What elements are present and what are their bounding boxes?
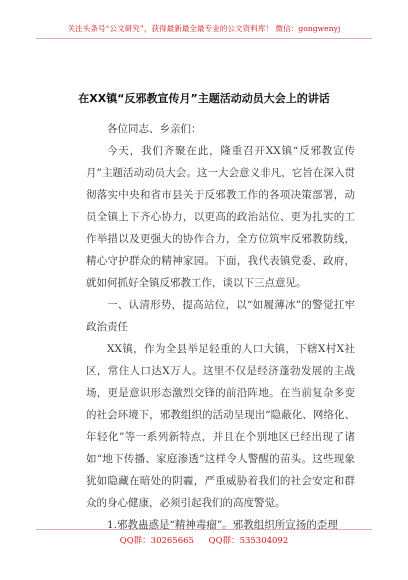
situation-paragraph: XX镇，作为全县举足轻重的人口大镇，下辖X村X社区，常住人口达X万人。这里不仅是经济蓬勃发展的主战场，更是意识形态激烈交锋的前沿阵地。在当前复杂多变的社会环境下，邪教组织的活动呈现出“隐蔽化、网络化、年轻化”等一系列新特点，并且在个别地区已经出现了诸如“地下传播、家庭渗透”这样令人警醒的苗头。这些现象犹如隐藏在暗处的阴霾，严重威胁着我们的社会安定和群众的身心健康，必须引起我们的高度警觉。 <box>86 343 355 509</box>
header-banner: 关注头条号“公文研究”，获得最新最全最专业的公文资料库！ 微信：gongwenyj <box>67 24 341 33</box>
point-1-paragraph: 1.邪教蛊惑是“精神毒瘤”。邪教组织所宣扬的歪理 <box>107 519 338 531</box>
header-divider <box>36 38 372 39</box>
footer-qq-group-2: QQ群：535304092 <box>208 536 289 546</box>
salutation-paragraph: 各位同志、乡亲们： <box>107 123 202 135</box>
intro-paragraph: 今天，我们齐聚在此，隆重召开XX镇“反邪教宣传月”主题活动动员大会。这一大会意义非凡，它旨在深入贯彻落实中央和省市县关于反邪教工作的各项决策部署，动员全镇上下齐心协力，以更高的政治站位、更为扎实的工作举措以及更强大的协作合力，全方位筑牢反邪教防线，精心守护群众的精神家园。下面，我代表镇党委、政府，就如何抓好全镇反邪教工作，谈以下三点意见。 <box>86 145 355 289</box>
footer <box>36 534 372 546</box>
document-body <box>86 118 355 536</box>
section-heading-1: 一、认清形势，提高站位，以“如履薄冰”的警觉扛牢政治责任 <box>86 299 355 333</box>
footer-divider <box>36 529 372 530</box>
footer-qq-group-1: QQ群：30265665 <box>119 536 194 546</box>
document-title: 在XX镇“反邪教宣传月”主题活动动员大会上的讲话 <box>78 92 330 105</box>
